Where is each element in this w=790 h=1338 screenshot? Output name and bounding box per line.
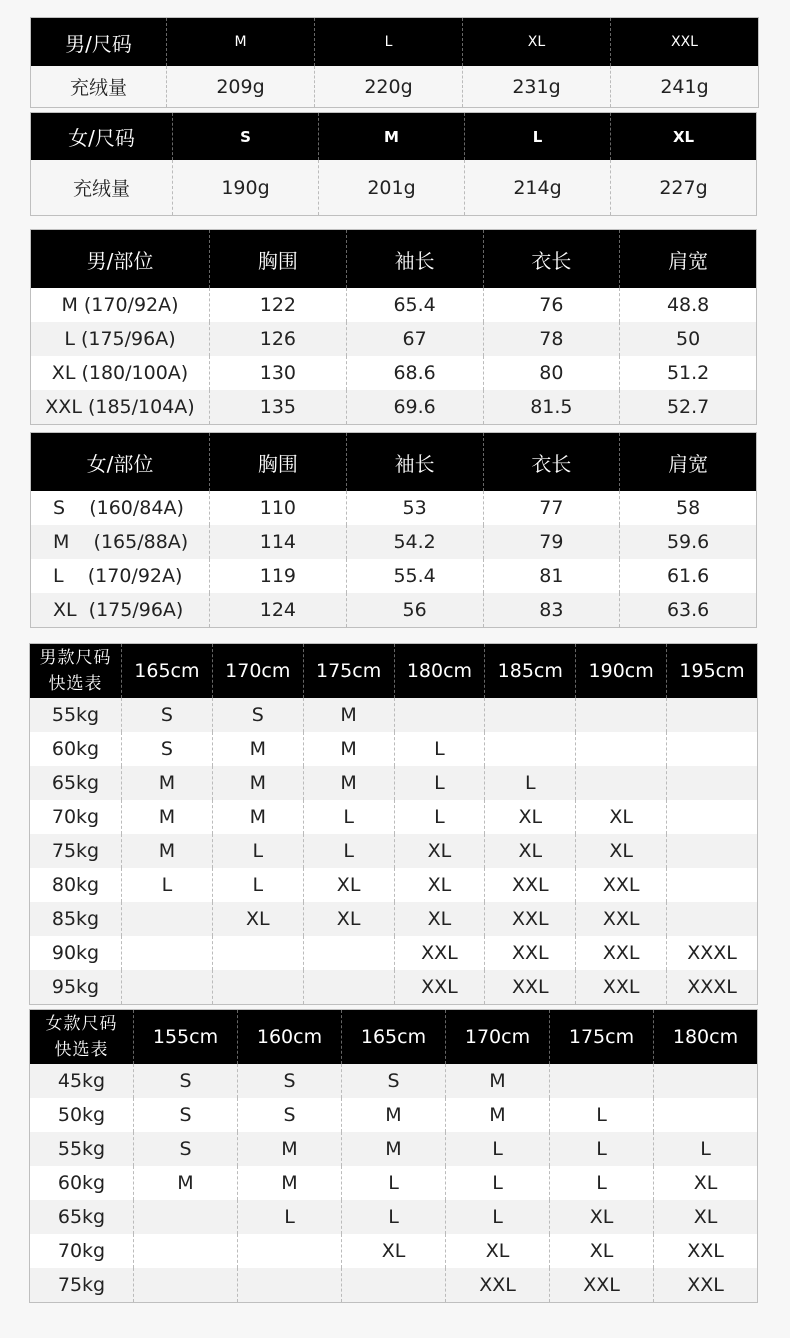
header-cell: 袖长 <box>346 433 483 492</box>
size-cell: M <box>134 1166 238 1200</box>
table-row <box>30 1166 758 1200</box>
size-cell: XL <box>303 902 394 936</box>
table-row <box>30 868 758 902</box>
size-cell <box>303 970 394 1005</box>
table-cell: 68.6 <box>346 356 483 390</box>
table-cell: 135 <box>210 390 347 425</box>
size-cell: M <box>122 834 213 868</box>
table-cell: 充绒量 <box>31 66 167 108</box>
table-cell: XL (175/96A) <box>31 593 210 628</box>
corner-label-line1: 女款尺码 <box>45 1014 118 1034</box>
size-cell: XL <box>576 800 667 834</box>
size-cell: M <box>446 1098 550 1132</box>
size-cell: M <box>122 800 213 834</box>
table-cell: M (170/92A) <box>31 288 210 322</box>
height-header: 170cm <box>212 644 303 699</box>
size-cell: L <box>550 1166 654 1200</box>
size-cell: L <box>303 834 394 868</box>
weight-cell: 60kg <box>30 732 122 766</box>
size-cell <box>212 970 303 1005</box>
table-cell: 61.6 <box>620 559 757 593</box>
size-cell: XL <box>303 868 394 902</box>
table-row <box>30 732 758 766</box>
size-cell: XXL <box>446 1268 550 1303</box>
size-cell <box>134 1234 238 1268</box>
size-cell: L <box>550 1098 654 1132</box>
table-row <box>31 322 757 356</box>
table-row <box>31 288 757 322</box>
size-cell <box>394 698 485 732</box>
height-header: 180cm <box>394 644 485 699</box>
size-cell: M <box>303 698 394 732</box>
height-header: 165cm <box>342 1010 446 1065</box>
measurement-table-men <box>30 229 757 425</box>
table-header-row <box>31 18 759 67</box>
table-cell: 76 <box>483 288 620 322</box>
size-cell: XL <box>485 800 576 834</box>
table-cell: 77 <box>483 491 620 525</box>
table-cell: 58 <box>620 491 757 525</box>
weight-cell: 70kg <box>30 1234 134 1268</box>
size-cell: M <box>303 732 394 766</box>
table-row <box>30 970 758 1005</box>
size-cell: L <box>654 1132 758 1166</box>
weight-cell: 75kg <box>30 1268 134 1303</box>
weight-cell: 45kg <box>30 1064 134 1098</box>
height-header: 175cm <box>550 1010 654 1065</box>
size-cell: S <box>134 1064 238 1098</box>
table-row <box>31 559 757 593</box>
corner-cell <box>30 1010 134 1065</box>
table-cell: 67 <box>346 322 483 356</box>
weight-cell: 65kg <box>30 766 122 800</box>
table-row <box>31 66 759 108</box>
size-cell: L <box>394 732 485 766</box>
size-cell: XL <box>394 902 485 936</box>
table-row <box>30 698 758 732</box>
header-cell: L <box>315 18 463 67</box>
table-cell: 122 <box>210 288 347 322</box>
weight-cell: 90kg <box>30 936 122 970</box>
height-header: 165cm <box>122 644 213 699</box>
size-cell: S <box>122 698 213 732</box>
table-row <box>30 1234 758 1268</box>
table-cell: 54.2 <box>346 525 483 559</box>
height-header: 175cm <box>303 644 394 699</box>
size-cell: L <box>446 1200 550 1234</box>
header-cell: M <box>167 18 315 67</box>
header-cell: 肩宽 <box>620 230 757 289</box>
size-cell: XXL <box>654 1268 758 1303</box>
size-cell <box>485 732 576 766</box>
size-cell <box>576 698 667 732</box>
table-cell: 53 <box>346 491 483 525</box>
table-cell: 69.6 <box>346 390 483 425</box>
header-cell: 女/部位 <box>31 433 210 492</box>
size-cell: XL <box>576 834 667 868</box>
table-row <box>30 834 758 868</box>
weight-cell: 75kg <box>30 834 122 868</box>
table-cell: M (165/88A) <box>31 525 210 559</box>
size-cell <box>134 1268 238 1303</box>
table-row <box>30 1268 758 1303</box>
size-cell <box>667 732 758 766</box>
table-row <box>31 160 757 216</box>
size-cell <box>485 698 576 732</box>
size-cell: XL <box>446 1234 550 1268</box>
header-cell: S <box>173 113 319 161</box>
header-cell: XXL <box>611 18 759 67</box>
table-header-row <box>30 644 758 699</box>
size-cell: M <box>342 1098 446 1132</box>
size-cell: XL <box>394 834 485 868</box>
size-cell: XL <box>654 1200 758 1234</box>
size-cell: XXL <box>576 868 667 902</box>
table-cell: 63.6 <box>620 593 757 628</box>
size-cell: S <box>122 732 213 766</box>
size-cell: XL <box>550 1200 654 1234</box>
size-cell: XL <box>342 1234 446 1268</box>
size-cell: XXL <box>394 936 485 970</box>
header-cell: 女/尺码 <box>31 113 173 161</box>
size-cell <box>342 1268 446 1303</box>
size-cell: L <box>394 766 485 800</box>
table-row <box>30 1064 758 1098</box>
size-cell: S <box>238 1064 342 1098</box>
size-cell: M <box>446 1064 550 1098</box>
corner-cell <box>30 644 122 699</box>
size-cell: XXL <box>576 936 667 970</box>
table-cell: 80 <box>483 356 620 390</box>
table-cell: 48.8 <box>620 288 757 322</box>
weight-cell: 60kg <box>30 1166 134 1200</box>
size-cell <box>667 766 758 800</box>
corner-label-line1: 男款尺码 <box>39 648 112 668</box>
size-cell <box>122 936 213 970</box>
table-cell: 50 <box>620 322 757 356</box>
table-cell: 充绒量 <box>31 160 173 216</box>
size-cell: S <box>134 1098 238 1132</box>
table-header-row <box>31 230 757 289</box>
size-cell: M <box>122 766 213 800</box>
table-row <box>31 390 757 425</box>
table-row <box>31 491 757 525</box>
size-cell <box>238 1234 342 1268</box>
size-cell: M <box>303 766 394 800</box>
table-cell: 124 <box>210 593 347 628</box>
size-cell <box>667 698 758 732</box>
table-header-row <box>31 433 757 492</box>
table-cell: 241g <box>611 66 759 108</box>
size-cell: L <box>446 1166 550 1200</box>
size-cell: L <box>238 1200 342 1234</box>
table-row <box>30 1132 758 1166</box>
measurement-table-women <box>30 432 757 628</box>
size-cell: XXL <box>485 970 576 1005</box>
table-cell: L (170/92A) <box>31 559 210 593</box>
size-cell: L <box>212 868 303 902</box>
size-cell <box>134 1200 238 1234</box>
size-cell <box>122 970 213 1005</box>
weight-cell: 55kg <box>30 1132 134 1166</box>
size-cell <box>122 902 213 936</box>
size-cell <box>212 936 303 970</box>
header-cell: 男/部位 <box>31 230 210 289</box>
header-cell: 肩宽 <box>620 433 757 492</box>
corner-label-line2: 快选表 <box>54 1040 109 1060</box>
size-cell: XXL <box>485 902 576 936</box>
table-cell: 81 <box>483 559 620 593</box>
table-cell: 126 <box>210 322 347 356</box>
weight-cell: 55kg <box>30 698 122 732</box>
table-cell: 214g <box>465 160 611 216</box>
quick-select-table-women <box>29 1009 758 1303</box>
table-row <box>30 936 758 970</box>
size-cell: M <box>238 1132 342 1166</box>
table-cell: 56 <box>346 593 483 628</box>
table-cell: 119 <box>210 559 347 593</box>
header-cell: 男/尺码 <box>31 18 167 67</box>
size-cell: L <box>550 1132 654 1166</box>
table-row <box>30 766 758 800</box>
height-header: 170cm <box>446 1010 550 1065</box>
size-cell <box>238 1268 342 1303</box>
size-cell: M <box>212 766 303 800</box>
down-fill-table-women <box>30 112 757 216</box>
height-header: 195cm <box>667 644 758 699</box>
size-cell: XL <box>394 868 485 902</box>
table-cell: 59.6 <box>620 525 757 559</box>
size-cell: XXL <box>576 970 667 1005</box>
table-cell: L (175/96A) <box>31 322 210 356</box>
table-row <box>30 800 758 834</box>
size-cell: L <box>394 800 485 834</box>
size-cell: XL <box>212 902 303 936</box>
table-cell: 114 <box>210 525 347 559</box>
height-header: 155cm <box>134 1010 238 1065</box>
size-cell: L <box>446 1132 550 1166</box>
size-cell: XL <box>550 1234 654 1268</box>
table-cell: 231g <box>463 66 611 108</box>
size-cell <box>576 766 667 800</box>
height-header: 185cm <box>485 644 576 699</box>
table-row <box>30 1098 758 1132</box>
size-cell: M <box>212 800 303 834</box>
size-cell: S <box>134 1132 238 1166</box>
corner-label-line2: 快选表 <box>48 674 103 694</box>
size-cell: L <box>122 868 213 902</box>
table-cell: 78 <box>483 322 620 356</box>
header-cell: L <box>465 113 611 161</box>
table-cell: 81.5 <box>483 390 620 425</box>
table-cell: 83 <box>483 593 620 628</box>
size-cell: L <box>342 1166 446 1200</box>
table-cell: 190g <box>173 160 319 216</box>
weight-cell: 65kg <box>30 1200 134 1234</box>
size-cell: XXL <box>654 1234 758 1268</box>
size-cell: M <box>238 1166 342 1200</box>
header-cell: 袖长 <box>346 230 483 289</box>
weight-cell: 95kg <box>30 970 122 1005</box>
header-cell: M <box>319 113 465 161</box>
size-cell: S <box>212 698 303 732</box>
height-header: 190cm <box>576 644 667 699</box>
size-cell <box>654 1098 758 1132</box>
size-cell: M <box>342 1132 446 1166</box>
quick-select-table-men <box>29 643 758 1005</box>
size-cell <box>667 800 758 834</box>
size-cell <box>303 936 394 970</box>
size-cell: M <box>212 732 303 766</box>
table-cell: 110 <box>210 491 347 525</box>
size-cell <box>654 1064 758 1098</box>
weight-cell: 80kg <box>30 868 122 902</box>
table-cell: XL (180/100A) <box>31 356 210 390</box>
table-cell: 51.2 <box>620 356 757 390</box>
size-cell: L <box>342 1200 446 1234</box>
size-cell: XXL <box>394 970 485 1005</box>
weight-cell: 50kg <box>30 1098 134 1132</box>
size-cell: S <box>238 1098 342 1132</box>
height-header: 160cm <box>238 1010 342 1065</box>
table-header-row <box>31 113 757 161</box>
table-cell: 79 <box>483 525 620 559</box>
table-row <box>30 902 758 936</box>
weight-cell: 70kg <box>30 800 122 834</box>
table-cell: 227g <box>611 160 757 216</box>
table-cell: 55.4 <box>346 559 483 593</box>
size-cell: XXL <box>576 902 667 936</box>
table-cell: 65.4 <box>346 288 483 322</box>
header-cell: XL <box>611 113 757 161</box>
size-cell: XXL <box>485 936 576 970</box>
table-cell: XXL (185/104A) <box>31 390 210 425</box>
header-cell: 衣长 <box>483 433 620 492</box>
size-cell <box>667 902 758 936</box>
table-cell: S (160/84A) <box>31 491 210 525</box>
size-cell <box>576 732 667 766</box>
header-cell: 胸围 <box>210 230 347 289</box>
size-cell: L <box>303 800 394 834</box>
size-cell <box>667 868 758 902</box>
size-cell: XXXL <box>667 936 758 970</box>
size-cell: XXL <box>550 1268 654 1303</box>
table-cell: 130 <box>210 356 347 390</box>
table-cell: 209g <box>167 66 315 108</box>
table-row <box>31 525 757 559</box>
table-row <box>30 1200 758 1234</box>
table-row <box>31 356 757 390</box>
header-cell: XL <box>463 18 611 67</box>
size-cell: S <box>342 1064 446 1098</box>
size-cell: L <box>485 766 576 800</box>
size-cell: XXXL <box>667 970 758 1005</box>
size-cell <box>667 834 758 868</box>
header-cell: 胸围 <box>210 433 347 492</box>
size-cell <box>550 1064 654 1098</box>
size-cell: XL <box>654 1166 758 1200</box>
header-cell: 衣长 <box>483 230 620 289</box>
table-header-row <box>30 1010 758 1065</box>
table-row <box>31 593 757 628</box>
table-cell: 52.7 <box>620 390 757 425</box>
size-cell: XL <box>485 834 576 868</box>
size-cell: XXL <box>485 868 576 902</box>
down-fill-table-men <box>30 17 759 108</box>
table-cell: 220g <box>315 66 463 108</box>
size-cell: L <box>212 834 303 868</box>
table-cell: 201g <box>319 160 465 216</box>
height-header: 180cm <box>654 1010 758 1065</box>
weight-cell: 85kg <box>30 902 122 936</box>
